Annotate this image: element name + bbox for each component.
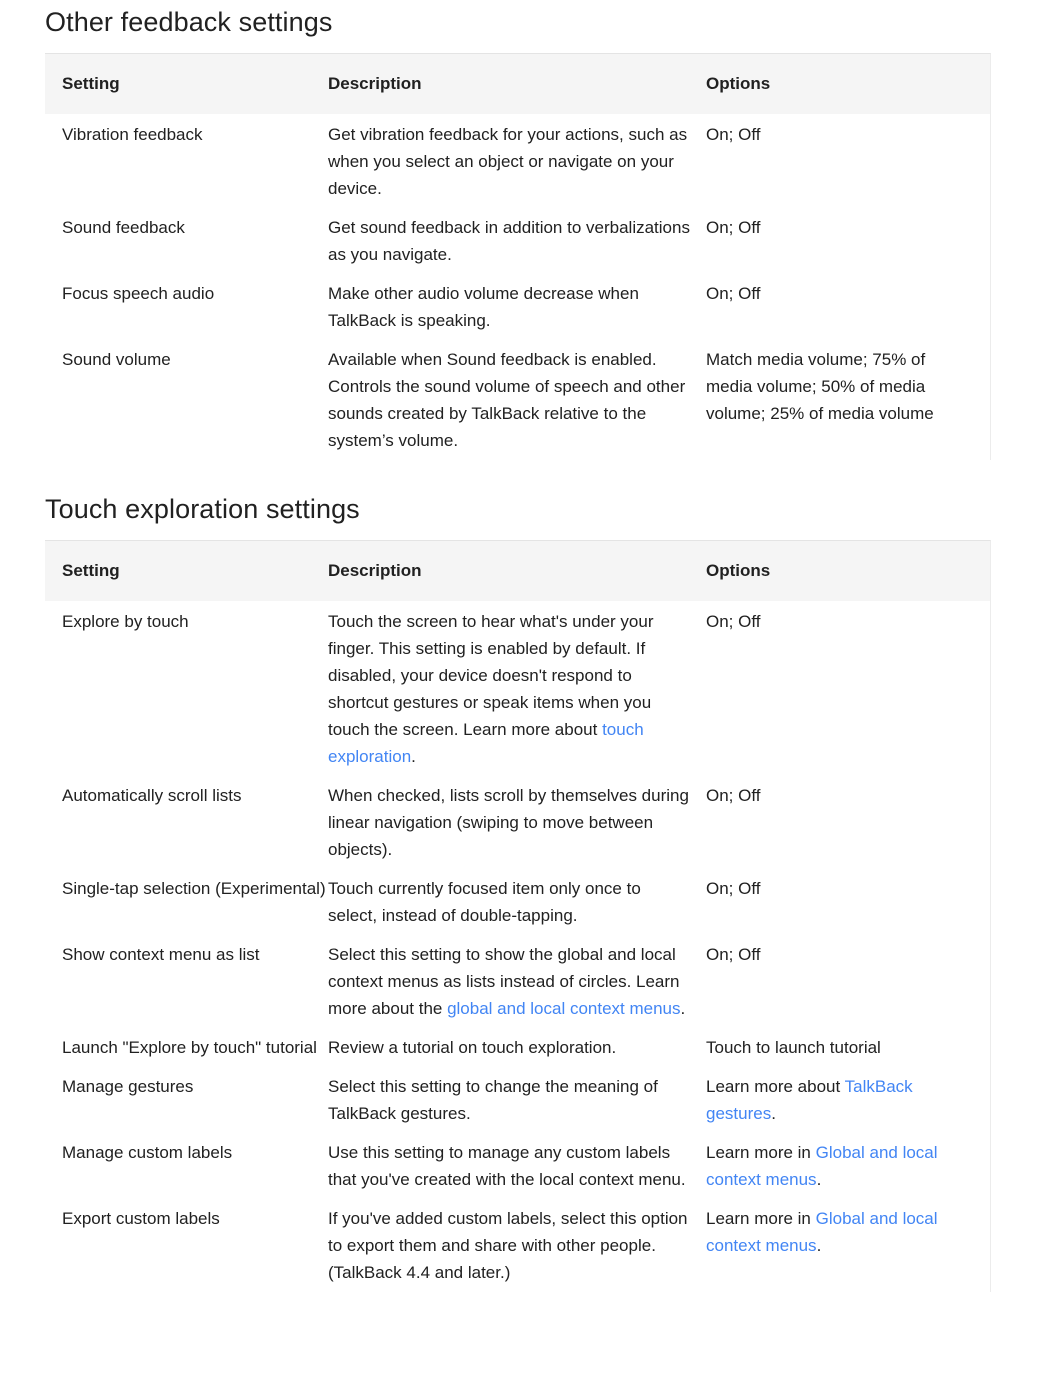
global-local-menus-link[interactable]: Global and local context menus xyxy=(706,1209,938,1255)
context-menus-link[interactable]: global and local context menus xyxy=(447,999,681,1018)
setting-description: If you've added custom labels, select this option to export them and share with other people. (TalkBack 4.4 and later.) xyxy=(328,1209,688,1282)
setting-name: Manage custom labels xyxy=(62,1143,233,1162)
setting-options: On; Off xyxy=(706,786,761,805)
header-description: Description xyxy=(328,561,422,580)
setting-name: Focus speech audio xyxy=(62,284,215,303)
table-row xyxy=(45,782,990,875)
header-setting: Setting xyxy=(62,561,120,580)
setting-name: Vibration feedback xyxy=(62,125,203,144)
table-row xyxy=(45,1034,990,1073)
table-header xyxy=(45,541,990,601)
setting-options: On; Off xyxy=(706,125,761,144)
header-options: Options xyxy=(706,561,771,580)
global-local-menus-link[interactable]: Global and local context menus xyxy=(706,1143,938,1189)
setting-options: On; Off xyxy=(706,612,761,631)
setting-name: Show context menu as list xyxy=(62,945,260,964)
setting-options: Learn more in Global and local context menus. xyxy=(706,1209,938,1255)
setting-name: Explore by touch xyxy=(62,612,189,631)
header-description: Description xyxy=(328,74,422,93)
talkback-gestures-link[interactable]: TalkBack gestures xyxy=(706,1077,913,1123)
setting-options: On; Off xyxy=(706,879,761,898)
setting-name: Single-tap selection (Experimental) xyxy=(62,879,326,898)
setting-description: Select this setting to show the global and local context menus as lists instead of circles. Learn more about the global and local context menus. xyxy=(328,945,686,1018)
touch-exploration-link[interactable]: touch exploration xyxy=(328,720,644,766)
setting-options: Learn more about TalkBack gestures. xyxy=(706,1077,913,1123)
setting-options: Match media volume; 75% of media volume; 50% of media volume; 25% of media volume xyxy=(706,350,934,423)
touch-exploration-table xyxy=(45,540,991,1292)
other-feedback-table xyxy=(45,53,991,460)
table-header xyxy=(45,54,990,114)
setting-name: Sound feedback xyxy=(62,218,185,237)
setting-options: Touch to launch tutorial xyxy=(706,1038,881,1057)
setting-description: Get vibration feedback for your actions, such as when you select an object or navigate on your device. xyxy=(328,125,688,198)
table-row xyxy=(45,121,990,214)
setting-description: Select this setting to change the meaning of TalkBack gestures. xyxy=(328,1077,658,1123)
setting-description: Available when Sound feedback is enabled. Controls the sound volume of speech and other sounds created by TalkBack relative to the system’s volume. xyxy=(328,350,686,450)
setting-options: Learn more in Global and local context menus. xyxy=(706,1143,938,1189)
table-row xyxy=(45,608,990,782)
table-row xyxy=(45,1139,990,1205)
setting-options: On; Off xyxy=(706,218,761,237)
setting-name: Automatically scroll lists xyxy=(62,786,242,805)
setting-description: Get sound feedback in addition to verbalizations as you navigate. xyxy=(328,218,690,264)
setting-description: When checked, lists scroll by themselves during linear navigation (swiping to move between objects). xyxy=(328,786,689,859)
section-title-touch-exploration: Touch exploration settings xyxy=(45,494,360,524)
setting-name: Manage gestures xyxy=(62,1077,194,1096)
table-row xyxy=(45,1073,990,1139)
section-title-other-feedback: Other feedback settings xyxy=(45,7,333,37)
header-setting: Setting xyxy=(62,74,120,93)
setting-options: On; Off xyxy=(706,284,761,303)
header-options: Options xyxy=(706,74,771,93)
table-row xyxy=(45,875,990,941)
setting-name: Sound volume xyxy=(62,350,171,369)
setting-name: Launch "Explore by touch" tutorial xyxy=(62,1038,317,1057)
table-row xyxy=(45,941,990,1034)
setting-description: Make other audio volume decrease when TalkBack is speaking. xyxy=(328,284,639,330)
setting-description: Touch the screen to hear what's under your finger. This setting is enabled by default. If disabled, your device doesn't respond to shortcut gestures or speak items when you touch the screen. Learn more about touch exploration. xyxy=(328,612,654,766)
setting-description: Touch currently focused item only once to select, instead of double-tapping. xyxy=(328,879,641,925)
table-row xyxy=(45,214,990,280)
table-row xyxy=(45,1205,990,1292)
table-row xyxy=(45,346,990,460)
setting-name: Export custom labels xyxy=(62,1209,220,1228)
setting-description: Review a tutorial on touch exploration. xyxy=(328,1038,617,1057)
table-row xyxy=(45,280,990,346)
setting-description: Use this setting to manage any custom labels that you've created with the local context menu. xyxy=(328,1143,686,1189)
setting-options: On; Off xyxy=(706,945,761,964)
